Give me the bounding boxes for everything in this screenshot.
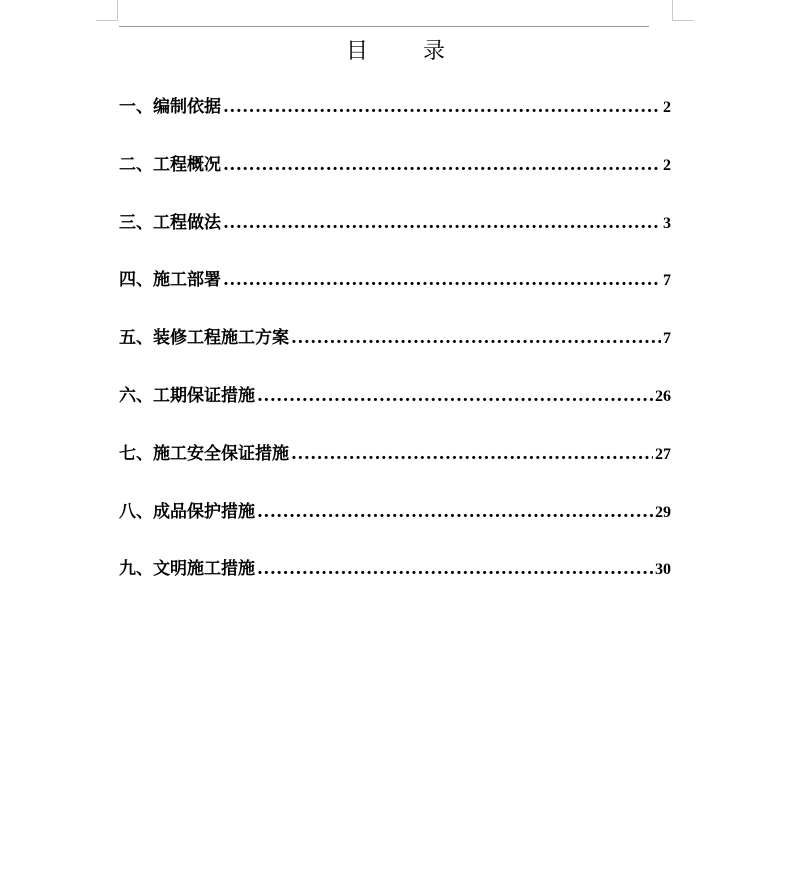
toc-entry-label: 九、文明施工措施 bbox=[119, 559, 255, 580]
table-of-contents bbox=[119, 92, 671, 612]
toc-entry-label: 五、装修工程施工方案 bbox=[119, 328, 289, 349]
toc-entry[interactable] bbox=[119, 150, 671, 208]
toc-title: 目 录 bbox=[346, 39, 469, 64]
toc-entry-page: 3 bbox=[663, 214, 671, 232]
toc-dot-leader bbox=[223, 97, 661, 117]
toc-dot-leader bbox=[223, 270, 661, 290]
toc-dot-leader bbox=[291, 444, 653, 464]
toc-entry-page: 29 bbox=[655, 503, 671, 521]
toc-dot-leader bbox=[257, 502, 653, 522]
toc-entry-page: 7 bbox=[663, 330, 671, 348]
toc-dot-leader bbox=[291, 328, 661, 348]
crop-mark-top-right bbox=[672, 20, 694, 21]
toc-entry[interactable] bbox=[119, 381, 671, 439]
header-rule bbox=[119, 26, 649, 27]
crop-mark-top-left bbox=[96, 20, 118, 21]
toc-dot-leader bbox=[257, 559, 653, 579]
toc-entry-label: 一、编制依据 bbox=[119, 97, 221, 117]
toc-entry-page: 26 bbox=[655, 387, 671, 405]
toc-dot-leader bbox=[223, 155, 661, 175]
toc-entry[interactable] bbox=[119, 265, 671, 323]
toc-entry[interactable] bbox=[119, 439, 671, 497]
toc-entry-page: 27 bbox=[655, 445, 671, 463]
toc-dot-leader bbox=[223, 213, 661, 233]
toc-entry-label: 八、成品保护措施 bbox=[119, 501, 255, 522]
toc-entry[interactable] bbox=[119, 208, 671, 266]
toc-entry[interactable] bbox=[119, 92, 671, 150]
toc-entry-label: 七、施工安全保证措施 bbox=[119, 443, 289, 464]
toc-entry-label: 三、工程做法 bbox=[119, 212, 221, 233]
toc-entry-label: 二、工程概况 bbox=[119, 154, 221, 175]
toc-dot-leader bbox=[257, 386, 653, 406]
toc-entry-page: 2 bbox=[663, 99, 671, 116]
toc-entry-page: 30 bbox=[655, 561, 671, 579]
crop-mark-top-right bbox=[672, 0, 673, 20]
toc-entry[interactable] bbox=[119, 323, 671, 381]
toc-entry-page: 2 bbox=[663, 156, 671, 174]
toc-entry[interactable] bbox=[119, 497, 671, 555]
toc-entry-label: 六、工期保证措施 bbox=[119, 385, 255, 406]
crop-mark-top-left bbox=[117, 0, 118, 20]
toc-entry-page: 7 bbox=[663, 272, 671, 290]
toc-entry[interactable] bbox=[119, 554, 671, 612]
toc-entry-label: 四、施工部署 bbox=[119, 270, 221, 291]
